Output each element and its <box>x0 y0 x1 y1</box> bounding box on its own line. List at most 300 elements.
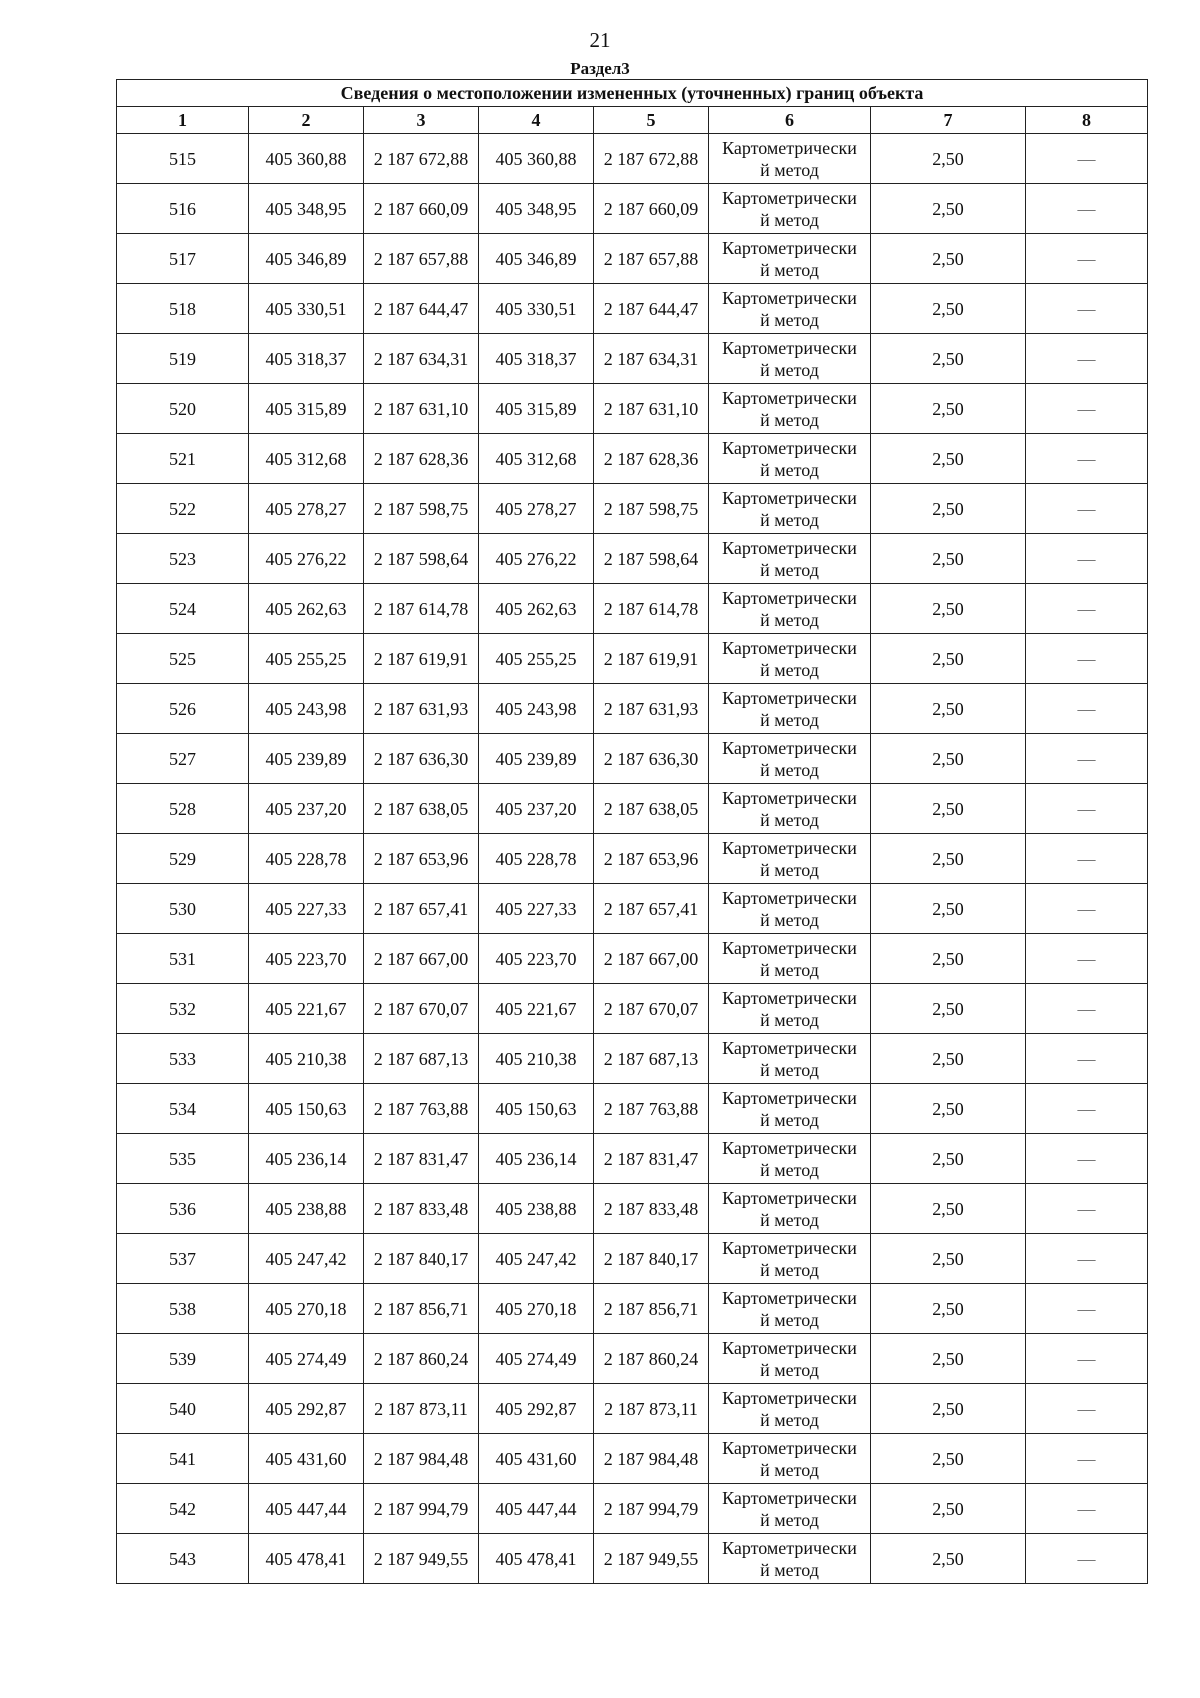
point-number-cell: 533 <box>117 1034 249 1084</box>
y-coord-new-cell: 2 187 631,93 <box>594 684 709 734</box>
accuracy-cell: 2,50 <box>871 1334 1026 1384</box>
method-line-1: Картометрически <box>722 937 857 958</box>
x-coord-existing-cell: 405 276,22 <box>249 534 364 584</box>
method-line-1: Картометрически <box>722 1137 857 1158</box>
method-line-1: Картометрически <box>722 537 857 558</box>
y-coord-existing-cell: 2 187 636,30 <box>364 734 479 784</box>
x-coord-existing-cell: 405 348,95 <box>249 184 364 234</box>
accuracy-cell: 2,50 <box>871 384 1026 434</box>
x-coord-existing-cell: 405 255,25 <box>249 634 364 684</box>
method-line-2: й метод <box>760 559 819 580</box>
table-row <box>117 1284 1148 1334</box>
description-cell: — <box>1026 1084 1148 1134</box>
accuracy-cell: 2,50 <box>871 1384 1026 1434</box>
x-coord-new-cell: 405 270,18 <box>479 1284 594 1334</box>
x-coord-existing-cell: 405 360,88 <box>249 134 364 184</box>
accuracy-cell: 2,50 <box>871 484 1026 534</box>
table-row <box>117 734 1148 784</box>
point-number-cell: 540 <box>117 1384 249 1434</box>
description-cell: — <box>1026 384 1148 434</box>
point-number-cell: 522 <box>117 484 249 534</box>
method-line-1: Картометрически <box>722 737 857 758</box>
description-cell: — <box>1026 534 1148 584</box>
x-coord-existing-cell: 405 292,87 <box>249 1384 364 1434</box>
accuracy-cell: 2,50 <box>871 134 1026 184</box>
table-row <box>117 234 1148 284</box>
y-coord-existing-cell: 2 187 949,55 <box>364 1534 479 1584</box>
y-coord-existing-cell: 2 187 619,91 <box>364 634 479 684</box>
method-line-1: Картометрически <box>722 1487 857 1508</box>
y-coord-new-cell: 2 187 667,00 <box>594 934 709 984</box>
method-line-1: Картометрически <box>722 487 857 508</box>
y-coord-new-cell: 2 187 840,17 <box>594 1234 709 1284</box>
description-cell: — <box>1026 334 1148 384</box>
y-coord-existing-cell: 2 187 667,00 <box>364 934 479 984</box>
point-number-cell: 530 <box>117 884 249 934</box>
method-cell <box>709 484 871 534</box>
method-line-2: й метод <box>760 359 819 380</box>
method-line-2: й метод <box>760 1259 819 1280</box>
point-number-cell: 542 <box>117 1484 249 1534</box>
method-line-2: й метод <box>760 509 819 530</box>
description-cell: — <box>1026 1034 1148 1084</box>
table-row <box>117 1134 1148 1184</box>
description-cell: — <box>1026 1534 1148 1584</box>
x-coord-existing-cell: 405 270,18 <box>249 1284 364 1334</box>
x-coord-existing-cell: 405 237,20 <box>249 784 364 834</box>
method-line-1: Картометрически <box>722 887 857 908</box>
point-number-cell: 541 <box>117 1434 249 1484</box>
x-coord-existing-cell: 405 228,78 <box>249 834 364 884</box>
column-number-row <box>117 107 1148 134</box>
column-number: 1 <box>117 107 249 134</box>
method-cell <box>709 1434 871 1484</box>
table-title: Сведения о местоположении измененных (уточненных) границ объекта <box>117 80 1148 107</box>
x-coord-new-cell: 405 237,20 <box>479 784 594 834</box>
y-coord-new-cell: 2 187 636,30 <box>594 734 709 784</box>
method-cell <box>709 534 871 584</box>
point-number-cell: 525 <box>117 634 249 684</box>
x-coord-new-cell: 405 276,22 <box>479 534 594 584</box>
section-label: Раздел3 <box>570 59 630 78</box>
column-number: 3 <box>364 107 479 134</box>
x-coord-existing-cell: 405 318,37 <box>249 334 364 384</box>
method-line-1: Картометрически <box>722 287 857 308</box>
method-cell <box>709 784 871 834</box>
table-row <box>117 1184 1148 1234</box>
table-row <box>117 1034 1148 1084</box>
y-coord-new-cell: 2 187 856,71 <box>594 1284 709 1334</box>
table-row <box>117 1234 1148 1284</box>
method-line-2: й метод <box>760 309 819 330</box>
point-number-cell: 536 <box>117 1184 249 1234</box>
y-coord-existing-cell: 2 187 670,07 <box>364 984 479 1034</box>
table-row <box>117 284 1148 334</box>
method-line-1: Картометрически <box>722 237 857 258</box>
y-coord-existing-cell: 2 187 598,75 <box>364 484 479 534</box>
accuracy-cell: 2,50 <box>871 784 1026 834</box>
method-line-2: й метод <box>760 859 819 880</box>
x-coord-new-cell: 405 236,14 <box>479 1134 594 1184</box>
y-coord-existing-cell: 2 187 657,41 <box>364 884 479 934</box>
table-row <box>117 334 1148 384</box>
x-coord-new-cell: 405 227,33 <box>479 884 594 934</box>
y-coord-existing-cell: 2 187 614,78 <box>364 584 479 634</box>
method-cell <box>709 984 871 1034</box>
x-coord-new-cell: 405 318,37 <box>479 334 594 384</box>
method-line-1: Картометрически <box>722 1387 857 1408</box>
method-line-2: й метод <box>760 1359 819 1380</box>
method-line-2: й метод <box>760 959 819 980</box>
table-row <box>117 1084 1148 1134</box>
method-line-2: й метод <box>760 1409 819 1430</box>
accuracy-cell: 2,50 <box>871 1034 1026 1084</box>
x-coord-new-cell: 405 292,87 <box>479 1384 594 1434</box>
table-row <box>117 634 1148 684</box>
method-line-1: Картометрически <box>722 437 857 458</box>
x-coord-new-cell: 405 221,67 <box>479 984 594 1034</box>
point-number-cell: 517 <box>117 234 249 284</box>
method-cell <box>709 934 871 984</box>
accuracy-cell: 2,50 <box>871 684 1026 734</box>
table-row <box>117 984 1148 1034</box>
method-cell <box>709 1134 871 1184</box>
table-row <box>117 784 1148 834</box>
table-row <box>117 934 1148 984</box>
table-row <box>117 834 1148 884</box>
point-number-cell: 521 <box>117 434 249 484</box>
description-cell: — <box>1026 134 1148 184</box>
x-coord-new-cell: 405 360,88 <box>479 134 594 184</box>
y-coord-new-cell: 2 187 644,47 <box>594 284 709 334</box>
description-cell: — <box>1026 234 1148 284</box>
point-number-cell: 527 <box>117 734 249 784</box>
point-number-cell: 539 <box>117 1334 249 1384</box>
method-cell <box>709 734 871 784</box>
x-coord-existing-cell: 405 312,68 <box>249 434 364 484</box>
x-coord-existing-cell: 405 236,14 <box>249 1134 364 1184</box>
x-coord-existing-cell: 405 278,27 <box>249 484 364 534</box>
y-coord-new-cell: 2 187 949,55 <box>594 1534 709 1584</box>
y-coord-existing-cell: 2 187 831,47 <box>364 1134 479 1184</box>
x-coord-existing-cell: 405 274,49 <box>249 1334 364 1384</box>
y-coord-existing-cell: 2 187 860,24 <box>364 1334 479 1384</box>
y-coord-existing-cell: 2 187 672,88 <box>364 134 479 184</box>
x-coord-existing-cell: 405 227,33 <box>249 884 364 934</box>
x-coord-new-cell: 405 274,49 <box>479 1334 594 1384</box>
y-coord-existing-cell: 2 187 833,48 <box>364 1184 479 1234</box>
y-coord-new-cell: 2 187 634,31 <box>594 334 709 384</box>
x-coord-existing-cell: 405 223,70 <box>249 934 364 984</box>
method-cell <box>709 584 871 634</box>
table-row <box>117 484 1148 534</box>
accuracy-cell: 2,50 <box>871 834 1026 884</box>
x-coord-existing-cell: 405 247,42 <box>249 1234 364 1284</box>
method-line-1: Картометрически <box>722 1187 857 1208</box>
y-coord-new-cell: 2 187 860,24 <box>594 1334 709 1384</box>
table-row <box>117 434 1148 484</box>
accuracy-cell: 2,50 <box>871 584 1026 634</box>
description-cell: — <box>1026 1284 1148 1334</box>
accuracy-cell: 2,50 <box>871 234 1026 284</box>
method-cell <box>709 134 871 184</box>
x-coord-new-cell: 405 238,88 <box>479 1184 594 1234</box>
y-coord-new-cell: 2 187 831,47 <box>594 1134 709 1184</box>
y-coord-existing-cell: 2 187 631,10 <box>364 384 479 434</box>
point-number-cell: 543 <box>117 1534 249 1584</box>
x-coord-existing-cell: 405 221,67 <box>249 984 364 1034</box>
description-cell: — <box>1026 884 1148 934</box>
x-coord-existing-cell: 405 150,63 <box>249 1084 364 1134</box>
method-line-2: й метод <box>760 809 819 830</box>
y-coord-existing-cell: 2 187 638,05 <box>364 784 479 834</box>
x-coord-new-cell: 405 223,70 <box>479 934 594 984</box>
method-line-1: Картометрически <box>722 1287 857 1308</box>
table-row <box>117 1384 1148 1434</box>
accuracy-cell: 2,50 <box>871 884 1026 934</box>
x-coord-new-cell: 405 330,51 <box>479 284 594 334</box>
method-line-1: Картометрически <box>722 387 857 408</box>
accuracy-cell: 2,50 <box>871 1484 1026 1534</box>
x-coord-new-cell: 405 348,95 <box>479 184 594 234</box>
y-coord-new-cell: 2 187 672,88 <box>594 134 709 184</box>
y-coord-existing-cell: 2 187 644,47 <box>364 284 479 334</box>
point-number-cell: 519 <box>117 334 249 384</box>
y-coord-new-cell: 2 187 660,09 <box>594 184 709 234</box>
method-line-1: Картометрически <box>722 1537 857 1558</box>
method-line-1: Картометрически <box>722 787 857 808</box>
point-number-cell: 529 <box>117 834 249 884</box>
y-coord-existing-cell: 2 187 873,11 <box>364 1384 479 1434</box>
description-cell: — <box>1026 484 1148 534</box>
y-coord-existing-cell: 2 187 984,48 <box>364 1434 479 1484</box>
description-cell: — <box>1026 1384 1148 1434</box>
point-number-cell: 538 <box>117 1284 249 1334</box>
y-coord-existing-cell: 2 187 660,09 <box>364 184 479 234</box>
y-coord-existing-cell: 2 187 994,79 <box>364 1484 479 1534</box>
x-coord-existing-cell: 405 478,41 <box>249 1534 364 1584</box>
description-cell: — <box>1026 284 1148 334</box>
point-number-cell: 516 <box>117 184 249 234</box>
method-cell <box>709 1534 871 1584</box>
accuracy-cell: 2,50 <box>871 634 1026 684</box>
x-coord-new-cell: 405 247,42 <box>479 1234 594 1284</box>
method-line-2: й метод <box>760 609 819 630</box>
accuracy-cell: 2,50 <box>871 1234 1026 1284</box>
table-row <box>117 134 1148 184</box>
point-number-cell: 535 <box>117 1134 249 1184</box>
method-line-1: Картометрически <box>722 187 857 208</box>
table-row <box>117 584 1148 634</box>
x-coord-new-cell: 405 150,63 <box>479 1084 594 1134</box>
accuracy-cell: 2,50 <box>871 1284 1026 1334</box>
method-line-2: й метод <box>760 259 819 280</box>
method-line-1: Картометрически <box>722 1437 857 1458</box>
x-coord-existing-cell: 405 243,98 <box>249 684 364 734</box>
method-cell <box>709 1034 871 1084</box>
x-coord-new-cell: 405 239,89 <box>479 734 594 784</box>
table-row <box>117 884 1148 934</box>
point-number-cell: 526 <box>117 684 249 734</box>
accuracy-cell: 2,50 <box>871 1184 1026 1234</box>
x-coord-new-cell: 405 262,63 <box>479 584 594 634</box>
method-line-2: й метод <box>760 409 819 430</box>
method-line-2: й метод <box>760 1209 819 1230</box>
method-line-2: й метод <box>760 1059 819 1080</box>
accuracy-cell: 2,50 <box>871 334 1026 384</box>
y-coord-new-cell: 2 187 833,48 <box>594 1184 709 1234</box>
method-cell <box>709 234 871 284</box>
method-line-2: й метод <box>760 909 819 930</box>
table-row <box>117 1534 1148 1584</box>
point-number-cell: 523 <box>117 534 249 584</box>
method-line-1: Картометрически <box>722 137 857 158</box>
point-number-cell: 520 <box>117 384 249 434</box>
y-coord-existing-cell: 2 187 856,71 <box>364 1284 479 1334</box>
column-number: 5 <box>594 107 709 134</box>
table-row <box>117 1334 1148 1384</box>
x-coord-existing-cell: 405 238,88 <box>249 1184 364 1234</box>
method-cell <box>709 184 871 234</box>
table-row <box>117 534 1148 584</box>
description-cell: — <box>1026 984 1148 1034</box>
table-row <box>117 384 1148 434</box>
description-cell: — <box>1026 1434 1148 1484</box>
method-line-2: й метод <box>760 1509 819 1530</box>
method-line-2: й метод <box>760 1159 819 1180</box>
point-number-cell: 524 <box>117 584 249 634</box>
method-line-2: й метод <box>760 659 819 680</box>
y-coord-new-cell: 2 187 619,91 <box>594 634 709 684</box>
description-cell: — <box>1026 584 1148 634</box>
accuracy-cell: 2,50 <box>871 1534 1026 1584</box>
description-cell: — <box>1026 734 1148 784</box>
method-cell <box>709 334 871 384</box>
description-cell: — <box>1026 684 1148 734</box>
method-line-1: Картометрически <box>722 337 857 358</box>
column-number: 2 <box>249 107 364 134</box>
method-line-1: Картометрически <box>722 1037 857 1058</box>
x-coord-new-cell: 405 315,89 <box>479 384 594 434</box>
method-line-1: Картометрически <box>722 637 857 658</box>
accuracy-cell: 2,50 <box>871 534 1026 584</box>
x-coord-existing-cell: 405 330,51 <box>249 284 364 334</box>
y-coord-new-cell: 2 187 873,11 <box>594 1384 709 1434</box>
column-number: 8 <box>1026 107 1148 134</box>
method-line-2: й метод <box>760 1109 819 1130</box>
x-coord-new-cell: 405 255,25 <box>479 634 594 684</box>
method-line-1: Картометрически <box>722 587 857 608</box>
y-coord-existing-cell: 2 187 634,31 <box>364 334 479 384</box>
y-coord-new-cell: 2 187 638,05 <box>594 784 709 834</box>
y-coord-new-cell: 2 187 653,96 <box>594 834 709 884</box>
accuracy-cell: 2,50 <box>871 1134 1026 1184</box>
point-number-cell: 518 <box>117 284 249 334</box>
method-line-2: й метод <box>760 1559 819 1580</box>
table-row <box>117 684 1148 734</box>
x-coord-existing-cell: 405 239,89 <box>249 734 364 784</box>
table-title-row <box>117 80 1148 107</box>
y-coord-new-cell: 2 187 657,41 <box>594 884 709 934</box>
method-line-2: й метод <box>760 1459 819 1480</box>
method-cell <box>709 1184 871 1234</box>
method-cell <box>709 434 871 484</box>
accuracy-cell: 2,50 <box>871 734 1026 784</box>
y-coord-new-cell: 2 187 657,88 <box>594 234 709 284</box>
method-line-1: Картометрически <box>722 837 857 858</box>
method-line-2: й метод <box>760 209 819 230</box>
boundary-table <box>116 79 1148 1584</box>
accuracy-cell: 2,50 <box>871 984 1026 1034</box>
y-coord-existing-cell: 2 187 598,64 <box>364 534 479 584</box>
point-number-cell: 528 <box>117 784 249 834</box>
x-coord-new-cell: 405 312,68 <box>479 434 594 484</box>
method-line-2: й метод <box>760 459 819 480</box>
x-coord-existing-cell: 405 210,38 <box>249 1034 364 1084</box>
method-line-1: Картометрически <box>722 1087 857 1108</box>
y-coord-new-cell: 2 187 628,36 <box>594 434 709 484</box>
method-line-1: Картометрически <box>722 687 857 708</box>
description-cell: — <box>1026 434 1148 484</box>
point-number-cell: 534 <box>117 1084 249 1134</box>
description-cell: — <box>1026 634 1148 684</box>
method-line-2: й метод <box>760 1309 819 1330</box>
x-coord-new-cell: 405 431,60 <box>479 1434 594 1484</box>
description-cell: — <box>1026 934 1148 984</box>
accuracy-cell: 2,50 <box>871 1084 1026 1134</box>
y-coord-new-cell: 2 187 984,48 <box>594 1434 709 1484</box>
x-coord-new-cell: 405 478,41 <box>479 1534 594 1584</box>
point-number-cell: 537 <box>117 1234 249 1284</box>
method-cell <box>709 1284 871 1334</box>
method-cell <box>709 1084 871 1134</box>
table-row <box>117 1484 1148 1534</box>
method-cell <box>709 684 871 734</box>
y-coord-existing-cell: 2 187 687,13 <box>364 1034 479 1084</box>
description-cell: — <box>1026 1234 1148 1284</box>
accuracy-cell: 2,50 <box>871 934 1026 984</box>
method-cell <box>709 1334 871 1384</box>
y-coord-new-cell: 2 187 670,07 <box>594 984 709 1034</box>
x-coord-existing-cell: 405 447,44 <box>249 1484 364 1534</box>
method-line-1: Картометрически <box>722 1337 857 1358</box>
y-coord-existing-cell: 2 187 763,88 <box>364 1084 479 1134</box>
method-line-2: й метод <box>760 759 819 780</box>
x-coord-new-cell: 405 210,38 <box>479 1034 594 1084</box>
x-coord-new-cell: 405 243,98 <box>479 684 594 734</box>
x-coord-new-cell: 405 346,89 <box>479 234 594 284</box>
description-cell: — <box>1026 1484 1148 1534</box>
method-cell <box>709 1234 871 1284</box>
method-line-2: й метод <box>760 709 819 730</box>
description-cell: — <box>1026 184 1148 234</box>
x-coord-new-cell: 405 447,44 <box>479 1484 594 1534</box>
method-line-2: й метод <box>760 159 819 180</box>
column-number: 6 <box>709 107 871 134</box>
description-cell: — <box>1026 1184 1148 1234</box>
method-cell <box>709 1384 871 1434</box>
x-coord-existing-cell: 405 346,89 <box>249 234 364 284</box>
y-coord-existing-cell: 2 187 653,96 <box>364 834 479 884</box>
x-coord-new-cell: 405 278,27 <box>479 484 594 534</box>
y-coord-existing-cell: 2 187 628,36 <box>364 434 479 484</box>
accuracy-cell: 2,50 <box>871 434 1026 484</box>
y-coord-new-cell: 2 187 598,64 <box>594 534 709 584</box>
y-coord-new-cell: 2 187 598,75 <box>594 484 709 534</box>
y-coord-existing-cell: 2 187 657,88 <box>364 234 479 284</box>
description-cell: — <box>1026 1334 1148 1384</box>
x-coord-new-cell: 405 228,78 <box>479 834 594 884</box>
